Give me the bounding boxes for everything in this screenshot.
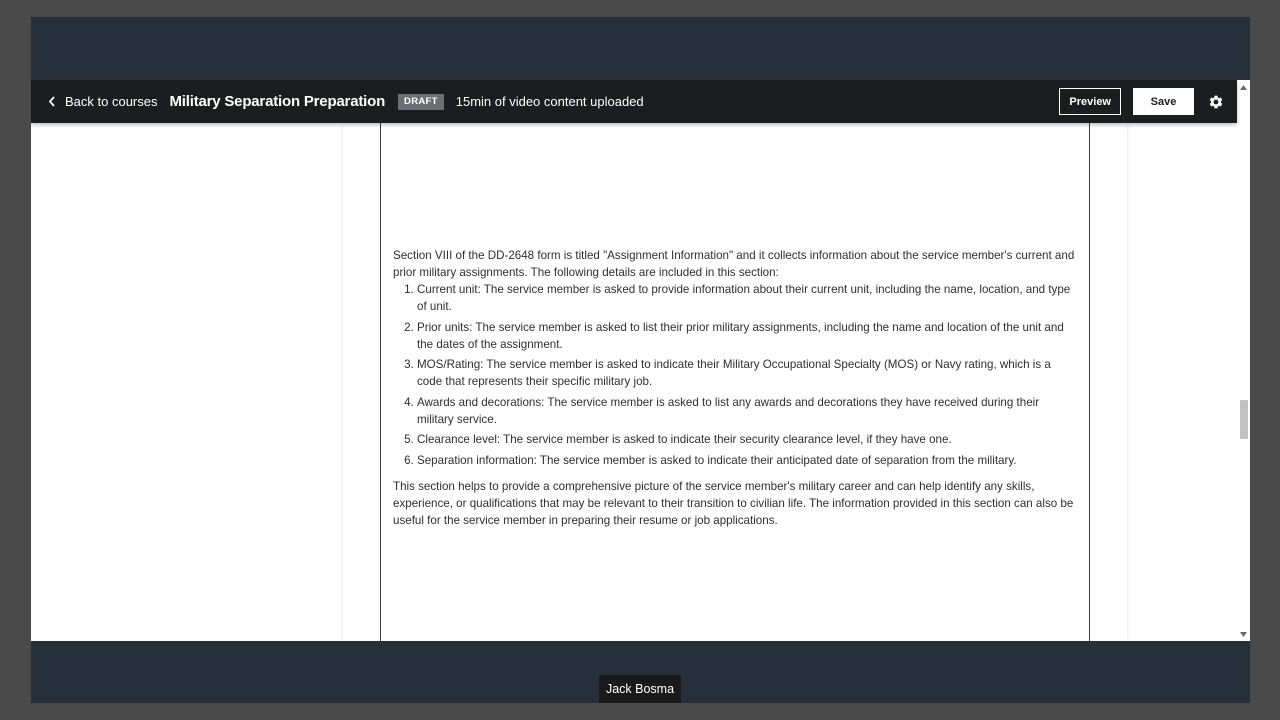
document-viewer xyxy=(380,123,1090,641)
video-frame xyxy=(31,17,1250,703)
content-area xyxy=(31,123,1237,641)
outro-paragraph: This section helps to provide a comprehensive picture of the service member's military career and can help identify any skills, experience, or qualifications that may be relevant to their transition to civilian life. The information provided in this section can also be useful for the service member in preparing their resume or job applications. xyxy=(393,479,1074,527)
course-title: Military Separation Preparation xyxy=(169,93,386,110)
details-list xyxy=(393,281,1077,469)
speaker-name-caption: Jack Bosma xyxy=(599,675,681,703)
course-header xyxy=(31,80,1237,123)
scroll-thumb[interactable] xyxy=(1240,400,1248,439)
list-item: 5. Clearance level: The service member is asked to indicate their security clearance level, if they have one. xyxy=(417,431,1077,448)
back-to-courses-link[interactable] xyxy=(48,94,158,109)
save-button[interactable]: Save xyxy=(1133,88,1194,115)
triangle-down-icon xyxy=(1240,632,1247,637)
lecture-page xyxy=(343,123,1127,641)
list-item: 2. Prior units: The service member is asked to list their prior military assignments, including the name and location of the unit and the dates of the assignment. xyxy=(417,319,1077,353)
gear-icon[interactable] xyxy=(1208,94,1224,110)
list-item: 1. Current unit: The service member is asked to provide information about their current unit, including the name, location, and type of unit. xyxy=(417,281,1077,315)
triangle-up-icon xyxy=(1240,85,1247,90)
document-text xyxy=(393,247,1077,529)
list-item: 6. Separation information: The service member is asked to indicate their anticipated date of separation from the military. xyxy=(417,452,1077,469)
list-item: 4. Awards and decorations: The service member is asked to list any awards and decorations they have received during their military service. xyxy=(417,394,1077,428)
upload-status: 15min of video content uploaded xyxy=(455,94,644,109)
draft-badge: DRAFT xyxy=(398,94,444,110)
chevron-left-icon xyxy=(48,96,56,107)
list-item: 3. MOS/Rating: The service member is asked to indicate their Military Occupational Specialty (MOS) or Navy rating, which is a code that represents their specific military job. xyxy=(417,356,1077,390)
back-label: Back to courses xyxy=(65,94,158,109)
page-scrollbar[interactable] xyxy=(1237,80,1250,641)
intro-paragraph: Section VIII of the DD-2648 form is titled "Assignment Information" and it collects information about the service member's current and prior military assignments. The following details are included in this section: xyxy=(393,249,1075,279)
scroll-down-arrow[interactable] xyxy=(1237,628,1250,640)
course-editor-window xyxy=(31,80,1250,641)
scroll-up-arrow[interactable] xyxy=(1237,81,1250,93)
preview-button[interactable]: Preview xyxy=(1059,88,1121,115)
